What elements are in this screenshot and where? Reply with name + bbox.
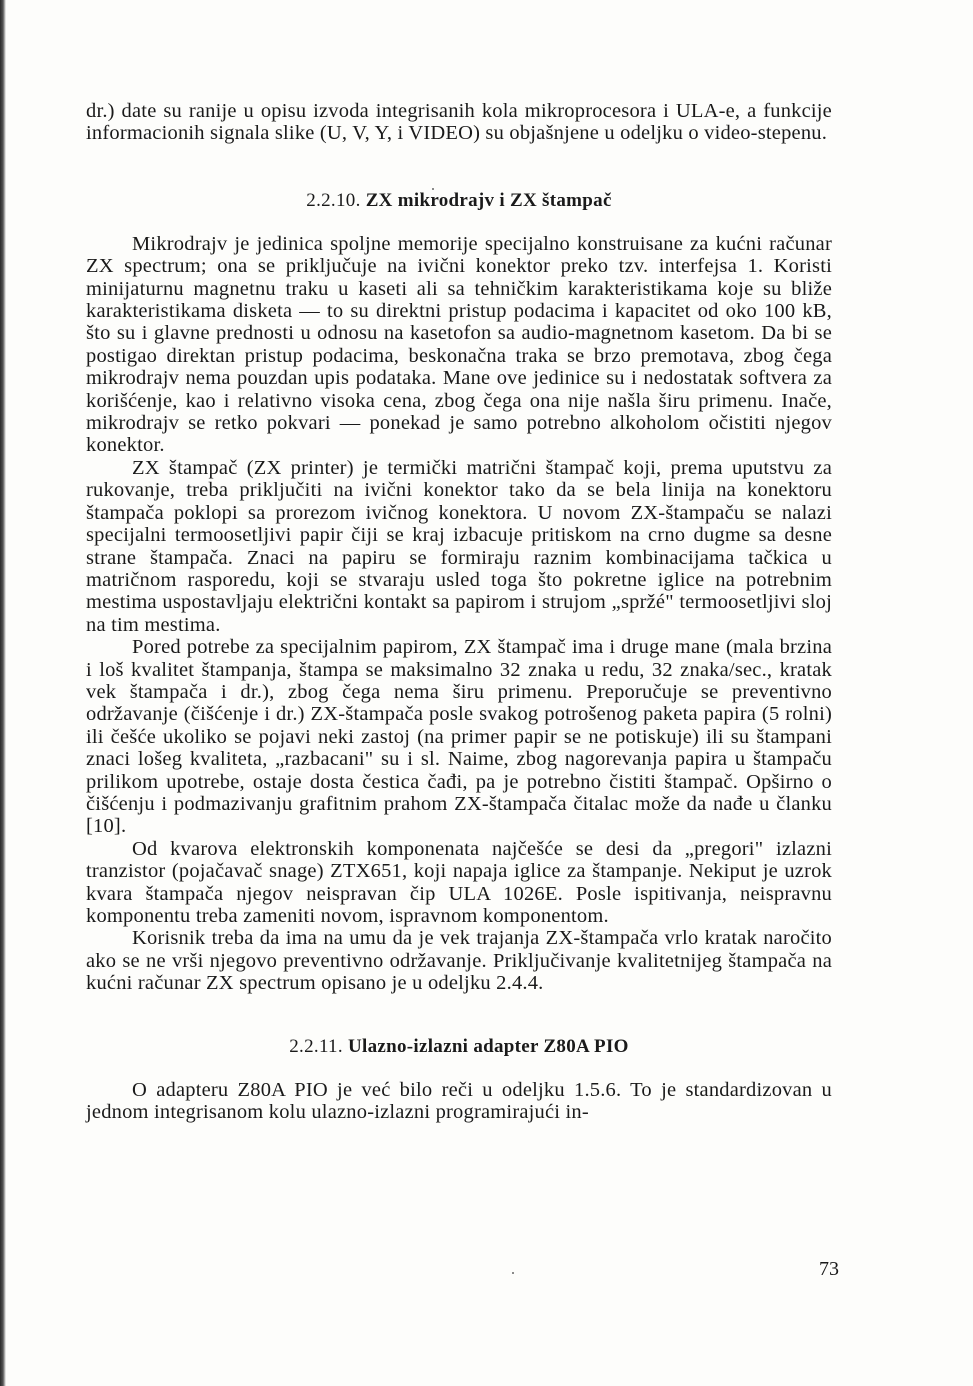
body-paragraph: ZX štampač (ZX printer) je termički matrični štampač koji, prema uputstvu za rukovanje, treba priključiti na ivični konektor tako da se bela linija na konektoru štampača poklopi sa prorezom ivičnog konektora. U novom ZX-štampaču se nalazi specijalni termoosetljivi papir čiji se kraj izbacuje pritiskom na crno dugme sa desne strane štampača. Znaci na papiru se formiraju raznim kombinacijama tačkica u matričnom rasporedu, koji se stvaraju usled toga što pokretne iglice na potrebnim mestima uspostavljaju električni kontakt sa papirom i strujom „spržé" termoosetljivi sloj na tim mestima. [86,456,832,636]
page-content [86,100,832,1123]
body-paragraph: O adapteru Z80A PIO je već bilo reči u odeljku 1.5.6. To je standardizovan u jednom integrisanom kolu ulazno-izlazni programirajući in- [86,1078,832,1124]
scan-speck [512,1272,514,1274]
spacer [86,213,832,233]
spacer [86,145,832,189]
scan-speck [432,188,434,190]
spacer [86,995,832,1035]
page-spine-edge [0,0,6,1386]
section-number: 2.2.10. [306,189,361,211]
intro-paragraph: dr.) date su ranije u opisu izvoda integrisanih kola mikroprocesora i ULA-e, a funkcije informacionih signala slike (U, V, Y, i VIDEO) su objašnjene u odeljku o video-stepenu. [86,100,832,145]
section-number: 2.2.11. [289,1035,343,1057]
spacer [86,1059,832,1079]
body-paragraph: Pored potrebe za specijalnim papirom, ZX štampač ima i druge mane (mala brzina i loš kvalitet štampanja, štampa se maksimalno 32 znaka u redu, 32 znaka/sec., kratak vek štampača i dr.), zbog čega nema širu primenu. Preporučuje se preventivno održavanje (čišćenje i dr.) ZX-štampača posle svakog potrošenog paketa papira (5 rolni) ili češće ukoliko se pojavi neki zastoj (na primer papir se ne potiskuje) ili su štampani znaci lošeg kvaliteta, „razbacani" su i sl. Naime, zbog nagorevanja papira u štampaču prilikom upotrebe, ostaje dosta čestica čađi, pa je potrebno čistiti štampač. Opširno o čišćenju i podmazivanju grafitnim prahom ZX-štampača čitalac može da nađe u članku [10]. [86,636,832,838]
body-paragraph: Korisnik treba da ima na umu da je vek trajanja ZX-štampača vrlo kratak naročito ako se ne vrši njegovo preventivno održavanje. Priključivanje kvalitetnijeg štampača na kućni računar ZX spectrum opisano je u odeljku 2.4.4. [86,927,832,995]
section-title: Ulazno-izlazni adapter Z80A PIO [347,1035,629,1057]
body-paragraph: Mikrodrajv je jedinica spoljne memorije specijalno konstruisane za kućni računar ZX spectrum; ona se priključuje na ivični konektor preko tzv. interfejsa 1. Koristi minijaturnu magnetnu traku u kaseti ali sa tehničkim karakteristikama koje su bliže karakteristikama disketa — to su direktni pristup podacima i kapacitet od oko 100 kB, što su i glavne prednosti u odnosu na kasetofon sa audio-magnetnom kasetom. Da bi se postigao direktan pristup podacima, beskonačna traka se brzo premotava, zbog čega mikrodrajv nema pouzdan upis podataka. Mane ove jedinice su i nedostatak softvera za korišćenje, kao i relativno visoka cena, zbog čega ona nije našla širu primenu. Inače, mikrodrajv se retko pokvari — ponekad je samo potrebno alkoholom očistiti njegov konektor. [86,232,832,457]
body-paragraph: Od kvarova elektronskih komponenata najčešće se desi da „pregori" izlazni tranzistor (pojačavač snage) ZTX651, koji napaja iglice za štampanje. Nekiput je uzrok kvara štampača njegov neispravan čip ULA 1026E. Posle ispitivanja, neispravnu komponentu treba zameniti novom, ispravnom komponentom. [86,837,832,927]
section-heading-2-2-11 [86,1035,832,1059]
page-number: 73 [819,1258,839,1280]
section-heading-2-2-10 [86,189,832,213]
section-title: ZX mikrodrajv i ZX štampač [365,189,612,211]
